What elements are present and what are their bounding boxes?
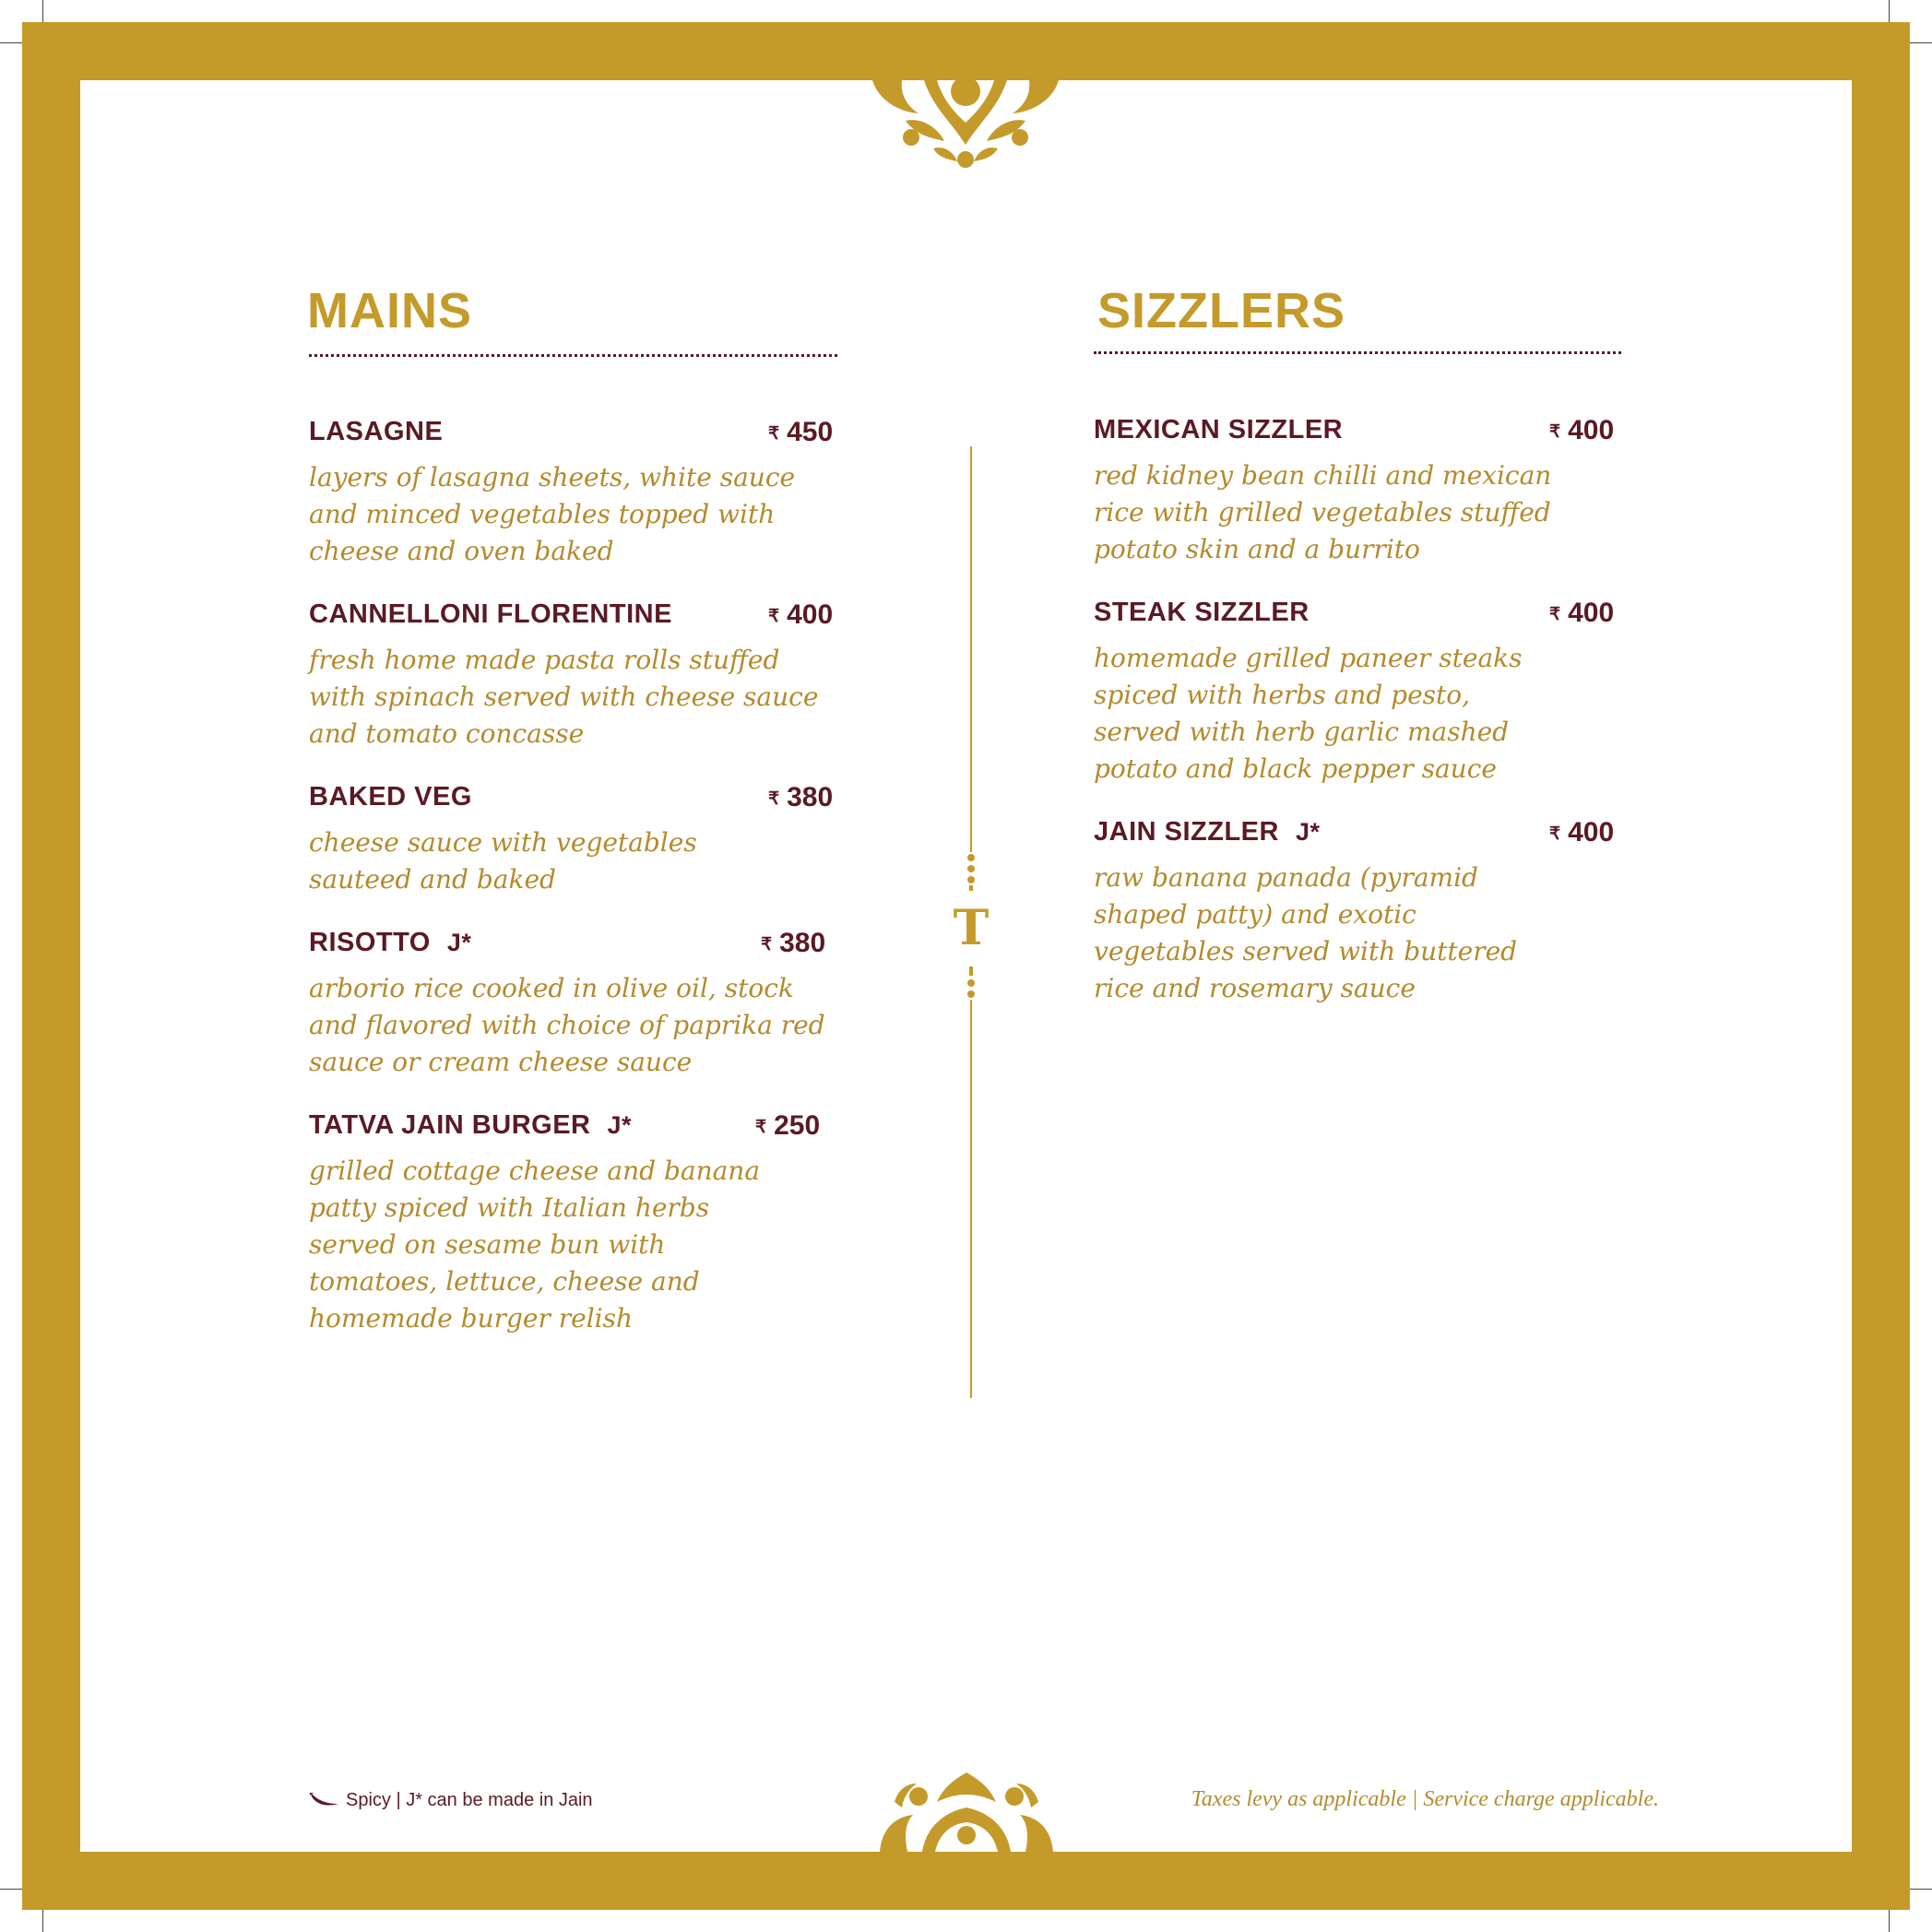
crop-mark <box>1889 0 1890 22</box>
top-ornament-icon <box>869 80 1062 169</box>
crop-mark <box>42 1910 43 1932</box>
item-name: BAKED VEG <box>309 782 472 812</box>
rupee-icon: ₹ <box>768 607 780 626</box>
item-description: cheese sauce with vegetables sauteed and baked <box>309 827 697 895</box>
crop-mark <box>1910 42 1932 43</box>
crop-mark <box>1889 1910 1890 1932</box>
item-description: homemade grilled paneer steaks spiced with herbs and pesto, served with herb garlic mashed potato and black pepper sauce <box>1094 643 1523 784</box>
chili-icon <box>309 1793 340 1809</box>
item-description: red kidney bean chilli and mexican rice with grilled vegetables stuffed potato skin and a burrito <box>1094 460 1552 564</box>
crop-mark <box>0 42 22 43</box>
item-price: ₹ 250 <box>755 1110 821 1141</box>
rupee-icon: ₹ <box>1549 824 1561 844</box>
item-name: MEXICAN SIZZLER <box>1094 415 1344 444</box>
center-divider-bottom <box>970 1000 972 1398</box>
jain-tag: J* <box>1295 818 1321 846</box>
item-description: raw banana panada (pyramid shaped patty) and exotic vegetables served with buttered rice and rosemary sauce <box>1094 862 1518 1003</box>
svg-text:T: T <box>953 900 990 956</box>
jain-tag: J* <box>607 1111 633 1139</box>
rupee-icon: ₹ <box>1549 422 1561 442</box>
item-price: ₹ 380 <box>761 928 826 958</box>
rupee-icon: ₹ <box>755 1118 767 1137</box>
footer-legend: Spicy | J* can be made in Jain <box>346 1790 593 1810</box>
bottom-ornament-icon <box>876 1765 1057 1852</box>
item-description: fresh home made pasta rolls stuffed with spinach served with cheese sauce and tomato concasse <box>309 645 819 749</box>
section-divider-mains <box>309 354 837 357</box>
item-name: CANNELLONI FLORENTINE <box>309 599 672 629</box>
rupee-icon: ₹ <box>761 935 773 954</box>
rupee-icon: ₹ <box>1549 605 1561 624</box>
center-divider-top <box>970 446 972 852</box>
monogram-divider-icon <box>950 852 992 1000</box>
item-name: LASAGNE <box>309 417 444 446</box>
footer-taxes-note: Taxes levy as applicable | Service charge applicable. <box>1191 1787 1659 1811</box>
item-price: ₹ 400 <box>1549 415 1615 445</box>
item-description: arborio rice cooked in olive oil, stock and flavored with choice of paprika red sauce or cream cheese sauce <box>309 973 825 1077</box>
section-divider-sizzlers <box>1094 351 1621 354</box>
item-description: layers of lasagna sheets, white sauce and minced vegetables topped with cheese and oven baked <box>309 462 796 566</box>
rupee-icon: ₹ <box>768 424 780 444</box>
item-price: ₹ 450 <box>768 417 834 447</box>
section-title-mains: MAINS <box>307 283 472 338</box>
item-price: ₹ 400 <box>768 599 834 630</box>
item-price: ₹ 380 <box>768 782 834 812</box>
item-name: RISOTTO J* <box>309 928 472 957</box>
item-name: STEAK SIZZLER <box>1094 598 1310 627</box>
item-description: grilled cottage cheese and banana patty spiced with Italian herbs served on sesame bun with tomatoes, lettuce, cheese and homemade burger relish <box>309 1156 761 1333</box>
item-price: ₹ 400 <box>1549 817 1615 847</box>
item-name: JAIN SIZZLER J* <box>1094 817 1321 847</box>
crop-mark <box>42 0 43 22</box>
crop-mark <box>0 1889 22 1890</box>
rupee-icon: ₹ <box>768 789 780 809</box>
item-name: TATVA JAIN BURGER J* <box>309 1110 633 1140</box>
jain-tag: J* <box>446 929 472 956</box>
section-title-sizzlers: SIZZLERS <box>1097 283 1346 338</box>
item-price: ₹ 400 <box>1549 598 1615 628</box>
crop-mark <box>1910 1889 1932 1890</box>
